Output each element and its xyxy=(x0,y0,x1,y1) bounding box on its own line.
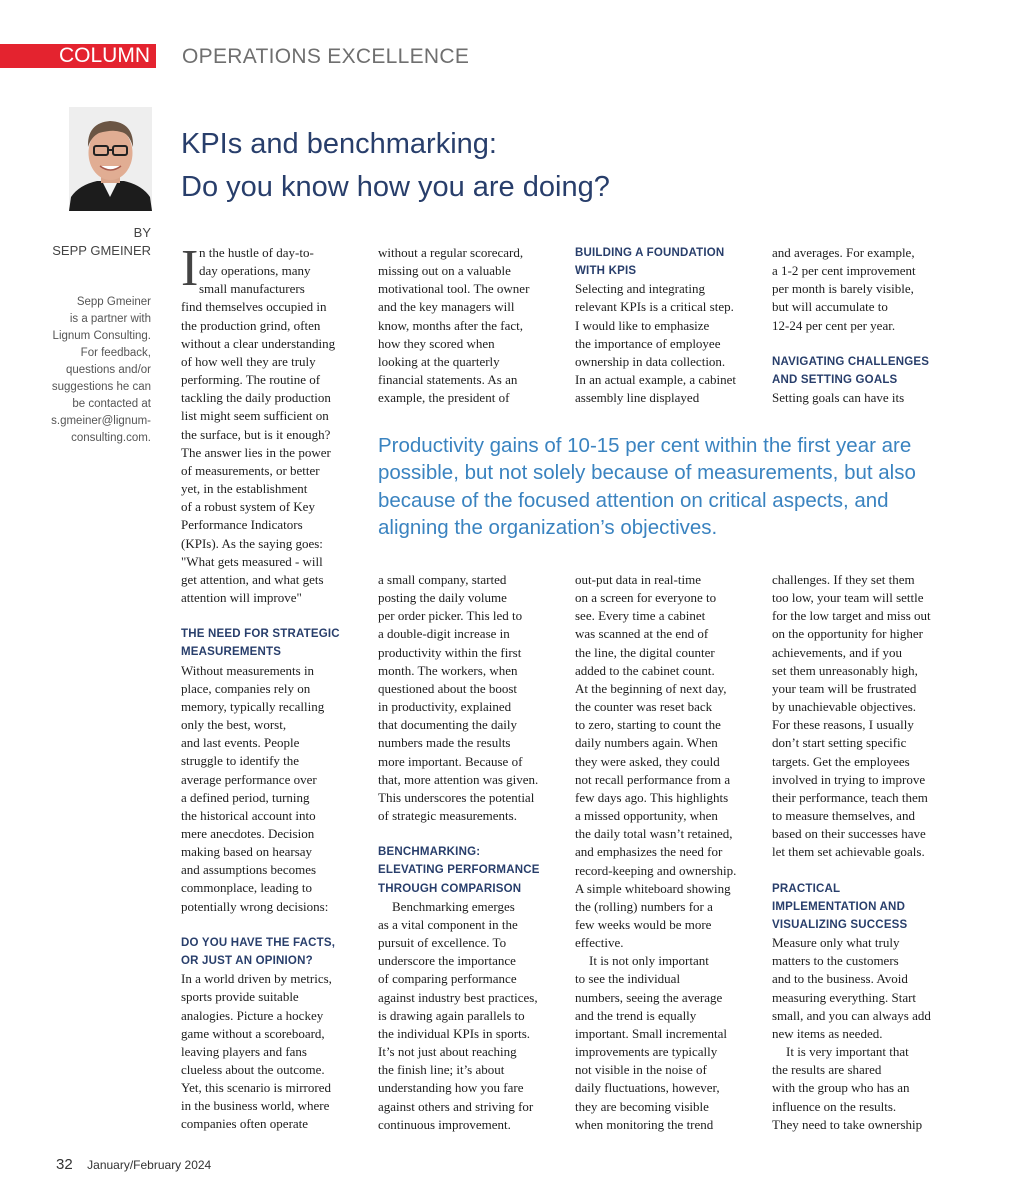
text-line: numbers, seeing the average xyxy=(575,989,723,1005)
text-line: the surface, but is it enough? xyxy=(181,426,331,442)
text-line: in productivity, explained xyxy=(378,699,512,715)
text-line: daily numbers again. When xyxy=(575,735,718,751)
text-line: a missed opportunity, when xyxy=(575,808,718,824)
text-line: example, the president of xyxy=(378,390,510,406)
text-line: the daily total wasn’t retained, xyxy=(575,826,733,842)
text-line: clueless about the outcome. xyxy=(181,1062,325,1077)
text-line: the results are shared xyxy=(772,1062,882,1078)
text-line: achievements, and if you xyxy=(772,644,902,660)
text-line: without a clear understanding xyxy=(181,335,336,351)
text-line: leaving players and fans xyxy=(181,1043,307,1059)
bio-line: be contacted at xyxy=(72,398,151,410)
text-line: and averages. For example, xyxy=(772,245,915,260)
pull-quote-line: because of the focused attention on critical aspects, and xyxy=(378,488,889,512)
text-line: underscore the importance xyxy=(378,953,516,969)
text-line: and emphasizes the need for xyxy=(575,844,723,860)
text-line: the line, the digital counter xyxy=(575,644,715,660)
text-line: is drawing again parallels to xyxy=(378,1007,525,1023)
text-line: companies often operate xyxy=(181,1116,309,1132)
pull-quote-line: possible, but not solely because of measurements, but also xyxy=(378,461,916,485)
byline-by: BY xyxy=(133,225,151,240)
text-line: Without measurements in xyxy=(181,662,315,678)
text-line: In a world driven by metrics, xyxy=(181,971,332,987)
text-line: their performance, teach them xyxy=(772,789,928,805)
bio-line: questions and/or xyxy=(65,364,151,376)
text-line: In an actual example, a cabinet xyxy=(575,372,736,388)
pull-quote-line: aligning the organization’s objectives. xyxy=(378,515,718,539)
text-line: and last events. People xyxy=(181,735,300,751)
text-line: a defined period, turning xyxy=(181,789,310,805)
byline xyxy=(52,224,151,260)
text-line: Yet, this scenario is mirrored xyxy=(181,1080,331,1096)
text-line: the (rolling) numbers for a xyxy=(575,898,713,914)
text-line: out-put data in real-time xyxy=(575,572,701,587)
text-line: productivity within the first xyxy=(378,644,522,660)
body-column-3-bottom xyxy=(575,571,747,1134)
bio-line: is a partner with xyxy=(69,313,151,325)
text-line: of strategic measurements. xyxy=(378,808,517,824)
text-line: don’t start setting specific xyxy=(772,735,907,751)
text-line: average performance over xyxy=(181,771,317,787)
text-line: by unachievable objectives. xyxy=(772,699,917,715)
text-line: "What gets measured - will xyxy=(181,553,323,569)
text-line: looking at the quarterly xyxy=(378,353,500,369)
text-line: not visible in the noise of xyxy=(575,1062,707,1078)
text-line: only the best, worst, xyxy=(181,717,287,733)
text-line: questioned about the boost xyxy=(378,680,518,696)
body-column-4-top xyxy=(772,244,944,407)
pull-quote xyxy=(378,432,958,541)
text-line: small, and you can always add xyxy=(772,1007,931,1023)
text-line: find themselves occupied in xyxy=(181,299,327,315)
text-line: of measurements, or better xyxy=(181,462,320,478)
text-line: pursuit of excellence. To xyxy=(378,935,507,951)
body-column-2-bottom xyxy=(378,571,550,1134)
body-column-4-bottom xyxy=(772,571,944,1134)
subheading-line: THE NEED FOR STRATEGIC xyxy=(181,628,340,641)
subheading-line: AND SETTING GOALS xyxy=(772,374,898,387)
text-line: n the hustle of day-to- xyxy=(199,245,314,260)
author-photo xyxy=(69,107,152,211)
text-line: sports provide suitable xyxy=(181,989,299,1005)
text-line: effective. xyxy=(575,935,624,951)
text-line: that documenting the daily xyxy=(378,717,517,733)
subheading-line: MEASUREMENTS xyxy=(181,646,282,659)
text-line: of a robust system of Key xyxy=(181,499,315,515)
text-line: Setting goals can have its xyxy=(772,390,905,406)
text-line: numbers made the results xyxy=(378,735,511,751)
text-line: Measure only what truly xyxy=(772,935,900,951)
text-line: The answer lies in the power xyxy=(181,444,331,460)
text-line: influence on the results. xyxy=(772,1098,897,1114)
text-line: place, companies rely on xyxy=(181,680,311,696)
text-line: know, months after the fact, xyxy=(378,317,523,333)
text-line: small manufacturers xyxy=(199,281,305,297)
text-line: important. Small incremental xyxy=(575,1025,727,1041)
subheading-line: OR JUST AN OPINION? xyxy=(181,955,313,968)
body-column-3-top xyxy=(575,244,747,407)
text-line: per order picker. This led to xyxy=(378,608,523,624)
text-line: performing. The routine of xyxy=(181,372,321,388)
body-column-2-top xyxy=(378,244,550,407)
text-line: they were asked, they could xyxy=(575,753,720,769)
text-line: yet, in the establishment xyxy=(181,481,308,497)
subheading-line: WITH KPIS xyxy=(575,265,637,278)
text-line: new items as needed. xyxy=(772,1025,883,1041)
text-line: against industry best practices, xyxy=(378,989,538,1005)
text-line: against others and striving for xyxy=(378,1098,534,1114)
text-line: not recall performance from a xyxy=(575,771,731,787)
text-line: assembly line displayed xyxy=(575,390,700,406)
bio-line: Sepp Gmeiner xyxy=(76,296,151,308)
text-line: added to the cabinet count. xyxy=(575,662,715,678)
text-line: making based on hearsay xyxy=(181,844,313,860)
text-line: a small company, started xyxy=(378,572,507,587)
text-line: (KPIs). As the saying goes: xyxy=(181,535,323,551)
bio-line: For feedback, xyxy=(80,347,151,359)
text-line: to see the individual xyxy=(575,971,681,987)
text-line: ownership in data collection. xyxy=(575,353,726,369)
text-line: per month is barely visible, xyxy=(772,281,914,297)
text-line: the production grind, often xyxy=(181,317,321,333)
bio-line: consulting.com. xyxy=(71,432,151,444)
subheading-line: VISUALIZING SUCCESS xyxy=(772,918,908,931)
text-line: for the low target and miss out xyxy=(772,608,931,624)
text-line: struggle to identify the xyxy=(181,753,300,769)
page-footer xyxy=(56,1156,211,1174)
text-line: and the key managers will xyxy=(378,299,515,315)
text-line: your team will be frustrated xyxy=(772,680,917,696)
text-line: memory, typically recalling xyxy=(181,698,325,714)
text-line: how they scored when xyxy=(378,335,495,351)
subheading-line: IMPLEMENTATION AND xyxy=(772,900,906,913)
issue-date: January/February 2024 xyxy=(87,1158,212,1172)
article-headline xyxy=(181,123,610,209)
paragraph-gap xyxy=(181,916,353,934)
text-line: to zero, starting to count the xyxy=(575,717,721,733)
text-line: a 1-2 per cent improvement xyxy=(772,263,916,279)
text-line: analogies. Picture a hockey xyxy=(181,1007,324,1023)
text-line: motivational tool. The owner xyxy=(378,281,530,297)
text-line: the individual KPIs in sports. xyxy=(378,1025,531,1041)
paragraph-gap xyxy=(181,607,353,625)
text-line: set them unreasonably high, xyxy=(772,662,918,678)
drop-cap: I xyxy=(181,240,199,297)
pull-quote-line: Productivity gains of 10-15 per cent within the first year are xyxy=(378,434,912,457)
text-line: get attention, and what gets xyxy=(181,571,324,587)
text-line: when monitoring the trend xyxy=(575,1116,714,1132)
text-line: in the business world, where xyxy=(181,1098,330,1114)
text-line: day operations, many xyxy=(199,263,311,279)
text-line: list might seem sufficient on xyxy=(181,408,329,424)
subheading-line: BENCHMARKING: xyxy=(378,846,481,859)
text-line: on the opportunity for higher xyxy=(772,626,923,642)
text-line: with the group who has an xyxy=(772,1080,910,1096)
text-line: of how well they are truly xyxy=(181,353,316,369)
text-line: They need to take ownership xyxy=(772,1116,923,1132)
byline-author: SEPP GMEINER xyxy=(52,243,151,258)
text-line: more important. Because of xyxy=(378,753,523,769)
text-line: without a regular scorecard, xyxy=(378,245,524,260)
text-line: challenges. If they set them xyxy=(772,572,915,587)
text-line: posting the daily volume xyxy=(378,590,507,606)
text-line: commonplace, leading to xyxy=(181,880,313,896)
text-line: the finish line; it’s about xyxy=(378,1062,505,1078)
headline-line-2: Do you know how you are doing? xyxy=(181,171,610,203)
text-line: 12-24 per cent per year. xyxy=(772,317,896,333)
text-line: This underscores the potential xyxy=(378,789,535,805)
text-line: the importance of employee xyxy=(575,335,721,351)
text-line: was scanned at the end of xyxy=(575,626,709,642)
text-line: on a screen for everyone to xyxy=(575,590,717,606)
text-line: relevant KPIs is a critical step. xyxy=(575,299,734,315)
text-line: let them set achievable goals. xyxy=(772,844,925,860)
author-photo-icon xyxy=(69,107,152,211)
paragraph-gap xyxy=(772,335,944,353)
paragraph-gap xyxy=(378,825,550,843)
text-line: the historical account into xyxy=(181,807,316,823)
text-line: and to the business. Avoid xyxy=(772,971,908,987)
text-line: and assumptions becomes xyxy=(181,862,317,878)
text-line: Benchmarking emerges xyxy=(392,898,515,914)
text-line: but will accumulate to xyxy=(772,299,888,315)
text-line: that, more attention was given. xyxy=(378,771,539,787)
headline-line-1: KPIs and benchmarking: xyxy=(181,128,497,160)
text-line: attention will improve" xyxy=(181,589,302,605)
page-number: 32 xyxy=(56,1156,73,1173)
text-line: understanding how you fare xyxy=(378,1080,524,1096)
text-line: record-keeping and ownership. xyxy=(575,862,737,878)
text-line: A simple whiteboard showing xyxy=(575,880,731,896)
bio-line: s.gmeiner@lignum- xyxy=(51,415,151,427)
text-line: For these reasons, I usually xyxy=(772,717,914,733)
text-line: based on their successes have xyxy=(772,826,926,842)
text-line: as a vital component in the xyxy=(378,916,518,932)
text-line: see. Every time a cabinet xyxy=(575,608,706,624)
subheading-line: BUILDING A FOUNDATION xyxy=(575,247,725,259)
author-bio xyxy=(31,294,151,447)
text-line: It is not only important xyxy=(589,953,709,969)
text-line: I would like to emphasize xyxy=(575,317,710,333)
bio-line: Lignum Consulting. xyxy=(52,330,151,342)
subheading-line: PRACTICAL xyxy=(772,882,841,895)
text-line: targets. Get the employees xyxy=(772,753,910,769)
text-line: At the beginning of next day, xyxy=(575,680,727,696)
text-line: game without a scoreboard, xyxy=(181,1025,325,1041)
text-line: the counter was reset back xyxy=(575,699,713,715)
subheading-line: THROUGH COMPARISON xyxy=(378,882,522,895)
text-line: to measure themselves, and xyxy=(772,808,915,824)
text-line: daily fluctuations, however, xyxy=(575,1080,720,1096)
text-line: involved in trying to improve xyxy=(772,771,926,787)
section-title: OPERATIONS EXCELLENCE xyxy=(182,45,470,68)
subheading-line: NAVIGATING CHALLENGES xyxy=(772,355,930,368)
text-line: It is very important that xyxy=(786,1044,909,1060)
text-line: few weeks would be more xyxy=(575,916,712,932)
text-line: continuous improvement. xyxy=(378,1116,511,1132)
paragraph-gap xyxy=(772,862,944,880)
subheading-line: DO YOU HAVE THE FACTS, xyxy=(181,936,336,949)
column-tag: COLUMN xyxy=(0,44,156,68)
subheading-line: ELEVATING PERFORMANCE xyxy=(378,864,540,877)
text-line: Performance Indicators xyxy=(181,517,303,533)
text-line: potentially wrong decisions: xyxy=(181,898,329,914)
text-line: month. The workers, when xyxy=(378,662,518,678)
text-line: Selecting and integrating xyxy=(575,281,705,297)
text-line: measuring everything. Start xyxy=(772,989,917,1005)
text-line: of comparing performance xyxy=(378,971,517,987)
body-column-1 xyxy=(181,240,353,1134)
text-line: mere anecdotes. Decision xyxy=(181,825,315,841)
text-line: tackling the daily production xyxy=(181,390,331,406)
text-line: missing out on a valuable xyxy=(378,263,511,279)
text-line: a double-digit increase in xyxy=(378,626,510,642)
text-line: It’s not just about reaching xyxy=(378,1044,517,1060)
text-line: financial statements. As an xyxy=(378,372,518,388)
bio-line: suggestions he can xyxy=(51,381,151,393)
text-line: they are becoming visible xyxy=(575,1098,709,1114)
text-line: few days ago. This highlights xyxy=(575,789,729,805)
text-line: too low, your team will settle xyxy=(772,590,924,606)
text-line: matters to the customers xyxy=(772,953,899,969)
text-line: and the trend is equally xyxy=(575,1007,697,1023)
text-line: improvements are typically xyxy=(575,1044,718,1060)
